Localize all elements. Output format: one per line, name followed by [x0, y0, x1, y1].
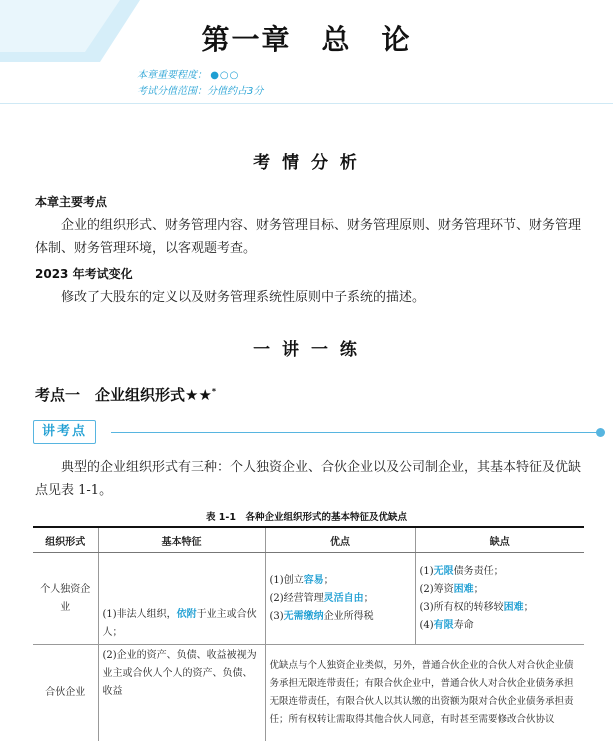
sole-pros	[265, 553, 415, 645]
lecture-line	[111, 432, 599, 433]
feature-text: (1)非法人组织，	[102, 609, 177, 620]
header-cell: 组织形式	[33, 527, 98, 553]
pro-item: (3)无需缴纳企业所得税	[269, 610, 374, 622]
changes-text: 修改了大股东的定义以及财务管理系统性原则中子系统的描述。	[61, 290, 426, 305]
org-name-sole: 个人独资企业	[33, 553, 98, 645]
pro-item: (2)经营管理灵活自由；	[269, 592, 374, 604]
partnership-pros-cons: 优缺点与个人独资企业类似，另外，普通合伙企业的合伙人对合伙企业债务承担无限连带责任；有限合伙企业中，普通合伙人对合伙企业债务承担无限连带责任，有限合伙人以其认缴的出资额为限对合伙企业债务承担责任；所有权转让需取得其他合伙人同意，有时甚至需要修改合伙协议	[265, 645, 584, 741]
feature-text: 于业主或合伙人；	[102, 609, 257, 638]
org-forms-table	[33, 526, 584, 741]
chapter-title: 第一章 总 论	[201, 23, 412, 56]
org-name-partnership: 合伙企业	[33, 645, 98, 741]
lecture-dot	[596, 428, 605, 437]
changes-label: 2023 年考试变化	[35, 267, 133, 281]
con-item: (3)所有权的转移较困难；	[419, 601, 534, 613]
header-cell: 基本特征	[98, 527, 265, 553]
header-cell: 优点	[265, 527, 415, 553]
partnership-feature: (2)企业的资产、负债、收益被视为业主或合伙人个人的资产、负债、收益	[98, 645, 265, 741]
importance-label: 本章重要程度：	[137, 70, 207, 81]
con-item: (1)无限债务责任；	[419, 565, 504, 577]
knowledge-point-title	[35, 384, 216, 405]
sole-feature	[98, 553, 265, 645]
header-divider	[0, 103, 613, 104]
main-points-label: 本章主要考点	[35, 195, 108, 209]
con-item: (4)有限寿命	[419, 619, 474, 631]
pro-item: (1)创立容易；	[269, 574, 334, 586]
con-item: (2)筹资困难；	[419, 583, 484, 595]
header-cell: 缺点	[415, 527, 584, 553]
knowledge-point-text: 考点一 企业组织形式★★	[35, 386, 212, 404]
score-range: 考试分值范围：分值约占3分	[137, 86, 264, 97]
table-row	[33, 553, 584, 645]
table-row	[33, 645, 584, 741]
table-header-row	[33, 527, 584, 553]
feature-highlight: 依附	[176, 609, 197, 620]
lecture-tag: 讲考点	[33, 420, 96, 444]
importance-line	[137, 66, 239, 81]
practice-title: 一 讲 一 练	[253, 340, 360, 360]
table-caption: 表 1-1 各种企业组织形式的基本特征及优缺点	[206, 512, 407, 523]
sole-cons	[415, 553, 584, 645]
lecture-banner	[33, 420, 605, 444]
importance-dots: ●○○	[210, 70, 240, 81]
main-points-text: 企业的组织形式、财务管理内容、财务管理目标、财务管理原则、财务管理环节、财务管理体制、财务管理环境，以客观题考查。	[35, 218, 582, 256]
star-mark: *	[211, 387, 217, 396]
lecture-text: 典型的企业组织形式有三种：个人独资企业、合伙企业以及公司制企业，其基本特征及优缺点见表 1-1。	[35, 460, 582, 498]
analysis-title: 考 情 分 析	[253, 153, 360, 173]
